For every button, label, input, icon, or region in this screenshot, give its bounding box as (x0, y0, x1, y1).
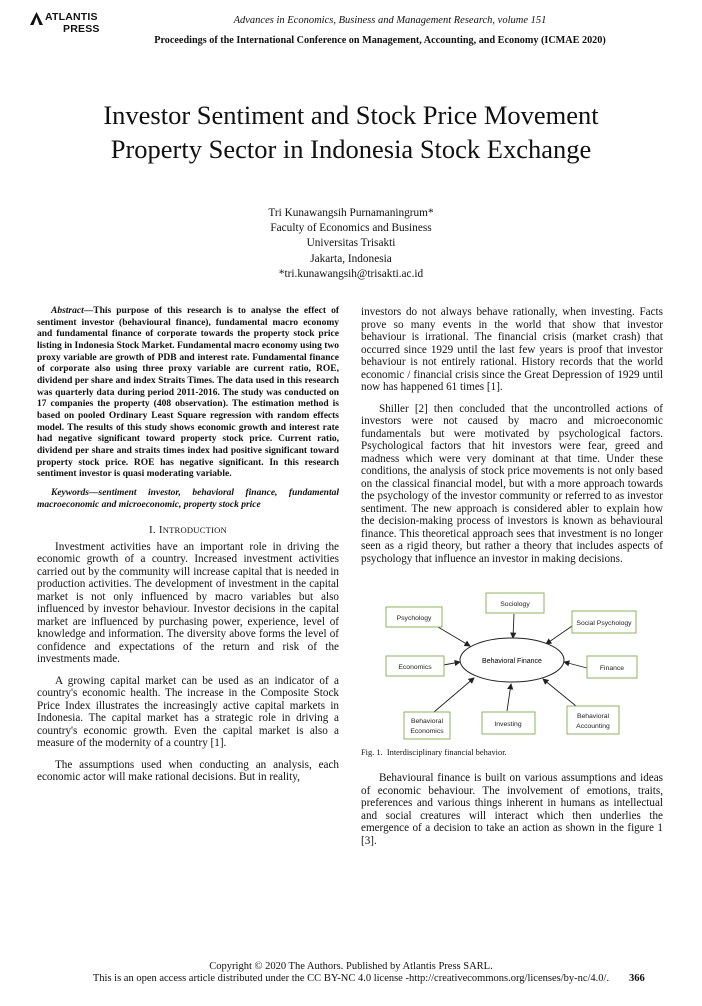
arrow-behavioral-accounting (543, 679, 576, 706)
paragraph: The assumptions used when conducting an analysis, each economic actor will make rational decisions. But in reality, (37, 758, 339, 784)
arrow-finance (564, 662, 587, 668)
logo-text-line2: PRESS (63, 23, 100, 35)
keywords-text: —sentiment investor, behavioral finance, fundamental macroeconomic and microeconomic, property stock price (37, 487, 339, 510)
paragraph: investors do not always behave rationally, when investing. Facts prove so many events in the world that show that investor behaviour is irrational. The financial crisis (market crash) that occurred since 1929 until the last few years is proof that investor behaviour is not entirely rational. History records that the world economic / financial crisis since the Great Depression of 1929 until now has happened 61 times [1]. (361, 306, 663, 393)
section-title-rest: NTRODUCTION (162, 525, 227, 536)
arrow-social-psychology (546, 624, 575, 644)
abstract-label: Abstract (51, 306, 84, 316)
figure-behavioral-finance (378, 592, 640, 742)
author-block (150, 206, 552, 282)
arrow-psychology (438, 627, 470, 646)
label-finance: Finance (599, 665, 625, 672)
section-number: I. (149, 524, 156, 537)
label-economics: Economics (398, 664, 432, 671)
author-university: Universitas Trisakti (306, 237, 396, 250)
caption-text: Interdisciplinary financial behavior. (386, 748, 507, 757)
abstract-text: —This purpose of this research is to analyse the effect of sentiment investor (behavioural finance), fundamental macro economy and fundamental finance of corporate towards the property stock price listing in Indonesia Stock Market. Fundamental macro economy using two proxy variable are growth of PDB and interest rate. Fundamental finance of corporate also using three proxy variable are current ratio, ROE, dividend per share and index Straits Times. The data used in this research was quarterly data during period 2011-2016. The study was conducted on 17 companies the property (408 observation). The estimation method is based on pooled Ordinary Least Square regression with random effects model. The results of this study shows economic growth and interest rate had negative significant toward property stock price. Current ratio, dividend per share and straits times index had positive significant toward property stock price. ROE has negative significant. In this research sentiment investor is quasi moderating variable. (37, 306, 339, 480)
label-sociology: Sociology (500, 601, 530, 608)
right-column-lower (361, 772, 663, 847)
atlantis-press-logo (30, 11, 110, 37)
label-behavioral-accounting-2: Accounting (576, 723, 610, 730)
label-behavioral-economics-2: Economics (410, 728, 444, 735)
author-faculty: Faculty of Economics and Business (270, 222, 432, 235)
arrow-sociology (513, 614, 514, 638)
label-investing: Investing (494, 721, 522, 728)
paper-title (40, 98, 662, 166)
logo-text-line1: ATLANTIS (45, 11, 98, 23)
left-column (37, 306, 339, 784)
section-title-first: I (158, 524, 163, 537)
logo-mark-icon (30, 12, 43, 25)
paragraph: A growing capital market can be used as an indicator of a country's economic health. The increase in the Composite Stock Price Index illustrates the increasingly active capital markets in Indonesia. The capital market has a strategic role in driving a country's economic growth. Even the capital market is also a measure of the modernity of a country [1]. (37, 674, 339, 750)
abstract (37, 306, 339, 481)
proceedings-name: Proceedings of the International Conference on Management, Accounting, and Economy (ICMAE 2020) (154, 35, 606, 46)
label-psychology: Psychology (396, 615, 432, 622)
title-line-1: Investor Sentiment and Stock Price Movement (103, 100, 599, 130)
page-number: 366 (629, 973, 645, 984)
author-name: Tri Kunawangsih Purnamaningrum* (268, 207, 434, 219)
section-heading-introduction (37, 524, 339, 537)
title-line-2: Property Sector in Indonesia Stock Exchange (110, 134, 592, 164)
right-column (361, 306, 663, 565)
label-behavioral-economics-1: Behavioral (410, 718, 444, 725)
caption-label: Fig. 1. (361, 748, 383, 757)
paragraph: Behavioural finance is built on various assumptions and ideas of economic behaviour. The involvement of emotions, traits, preferences and various things inherent in humans as intellectual and social creatures will interact which then underlies the emergence of a decision to take an action as shown in the figure 1 [3]. (361, 772, 663, 847)
center-label: Behavioral Finance (482, 658, 542, 665)
footer-copyright: Copyright © 2020 The Authors. Published by Atlantis Press SARL. (209, 961, 493, 972)
paragraph: Shiller [2] then concluded that the uncontrolled actions of investors were not caused by macro and microeconomic fundamentals but were motivated by psychological factors. Psychological factors that hit investors were fear, greed and madness which were very dominant at that time. Under these conditions, the analysis of stock price movements is not only based on the classical financial model, but with a more approach towards the psychology of the investor community or referred to as investor sentiment. The new approach is considered abler to explain how the decision-making process of investors is known as behavioural finance. This theoretical approach sees that investment is no longer seen as a rigid theory, but rather a theory that includes aspects of psychology that influence an investor in making decisions. (361, 402, 663, 565)
arrow-investing (507, 684, 511, 711)
journal-name: Advances in Economics, Business and Management Research, volume 151 (233, 15, 547, 26)
author-city: Jakarta, Indonesia (310, 252, 392, 265)
keywords (37, 488, 339, 511)
footer-license: This is an open access article distributed under the CC BY-NC 4.0 license -http://creativecommons.org/licenses/by-nc/4.0/. (92, 973, 610, 984)
label-behavioral-accounting-1: Behavioral (576, 713, 610, 720)
label-social-psychology: Social Psychology (576, 620, 632, 627)
paragraph: Investment activities have an important role in driving the economic growth of a country. Increased investment activities carried out by the community will increase capital that is needed in production activities. The development of investment in the capital market is not only influenced by macro variables but also influenced by investor behaviour. Investor decisions in the capital market are influenced by purchasing power, experience, level of knowledge and information. The diversity above forms the level of confidence and expectations of the return and risk of the investments made. (37, 540, 339, 666)
figure-caption (361, 748, 507, 757)
keywords-label: Keywords (51, 487, 89, 498)
author-email: *tri.kunawangsih@trisakti.ac.id (278, 267, 424, 280)
arrow-behavioral-economics (434, 678, 474, 712)
